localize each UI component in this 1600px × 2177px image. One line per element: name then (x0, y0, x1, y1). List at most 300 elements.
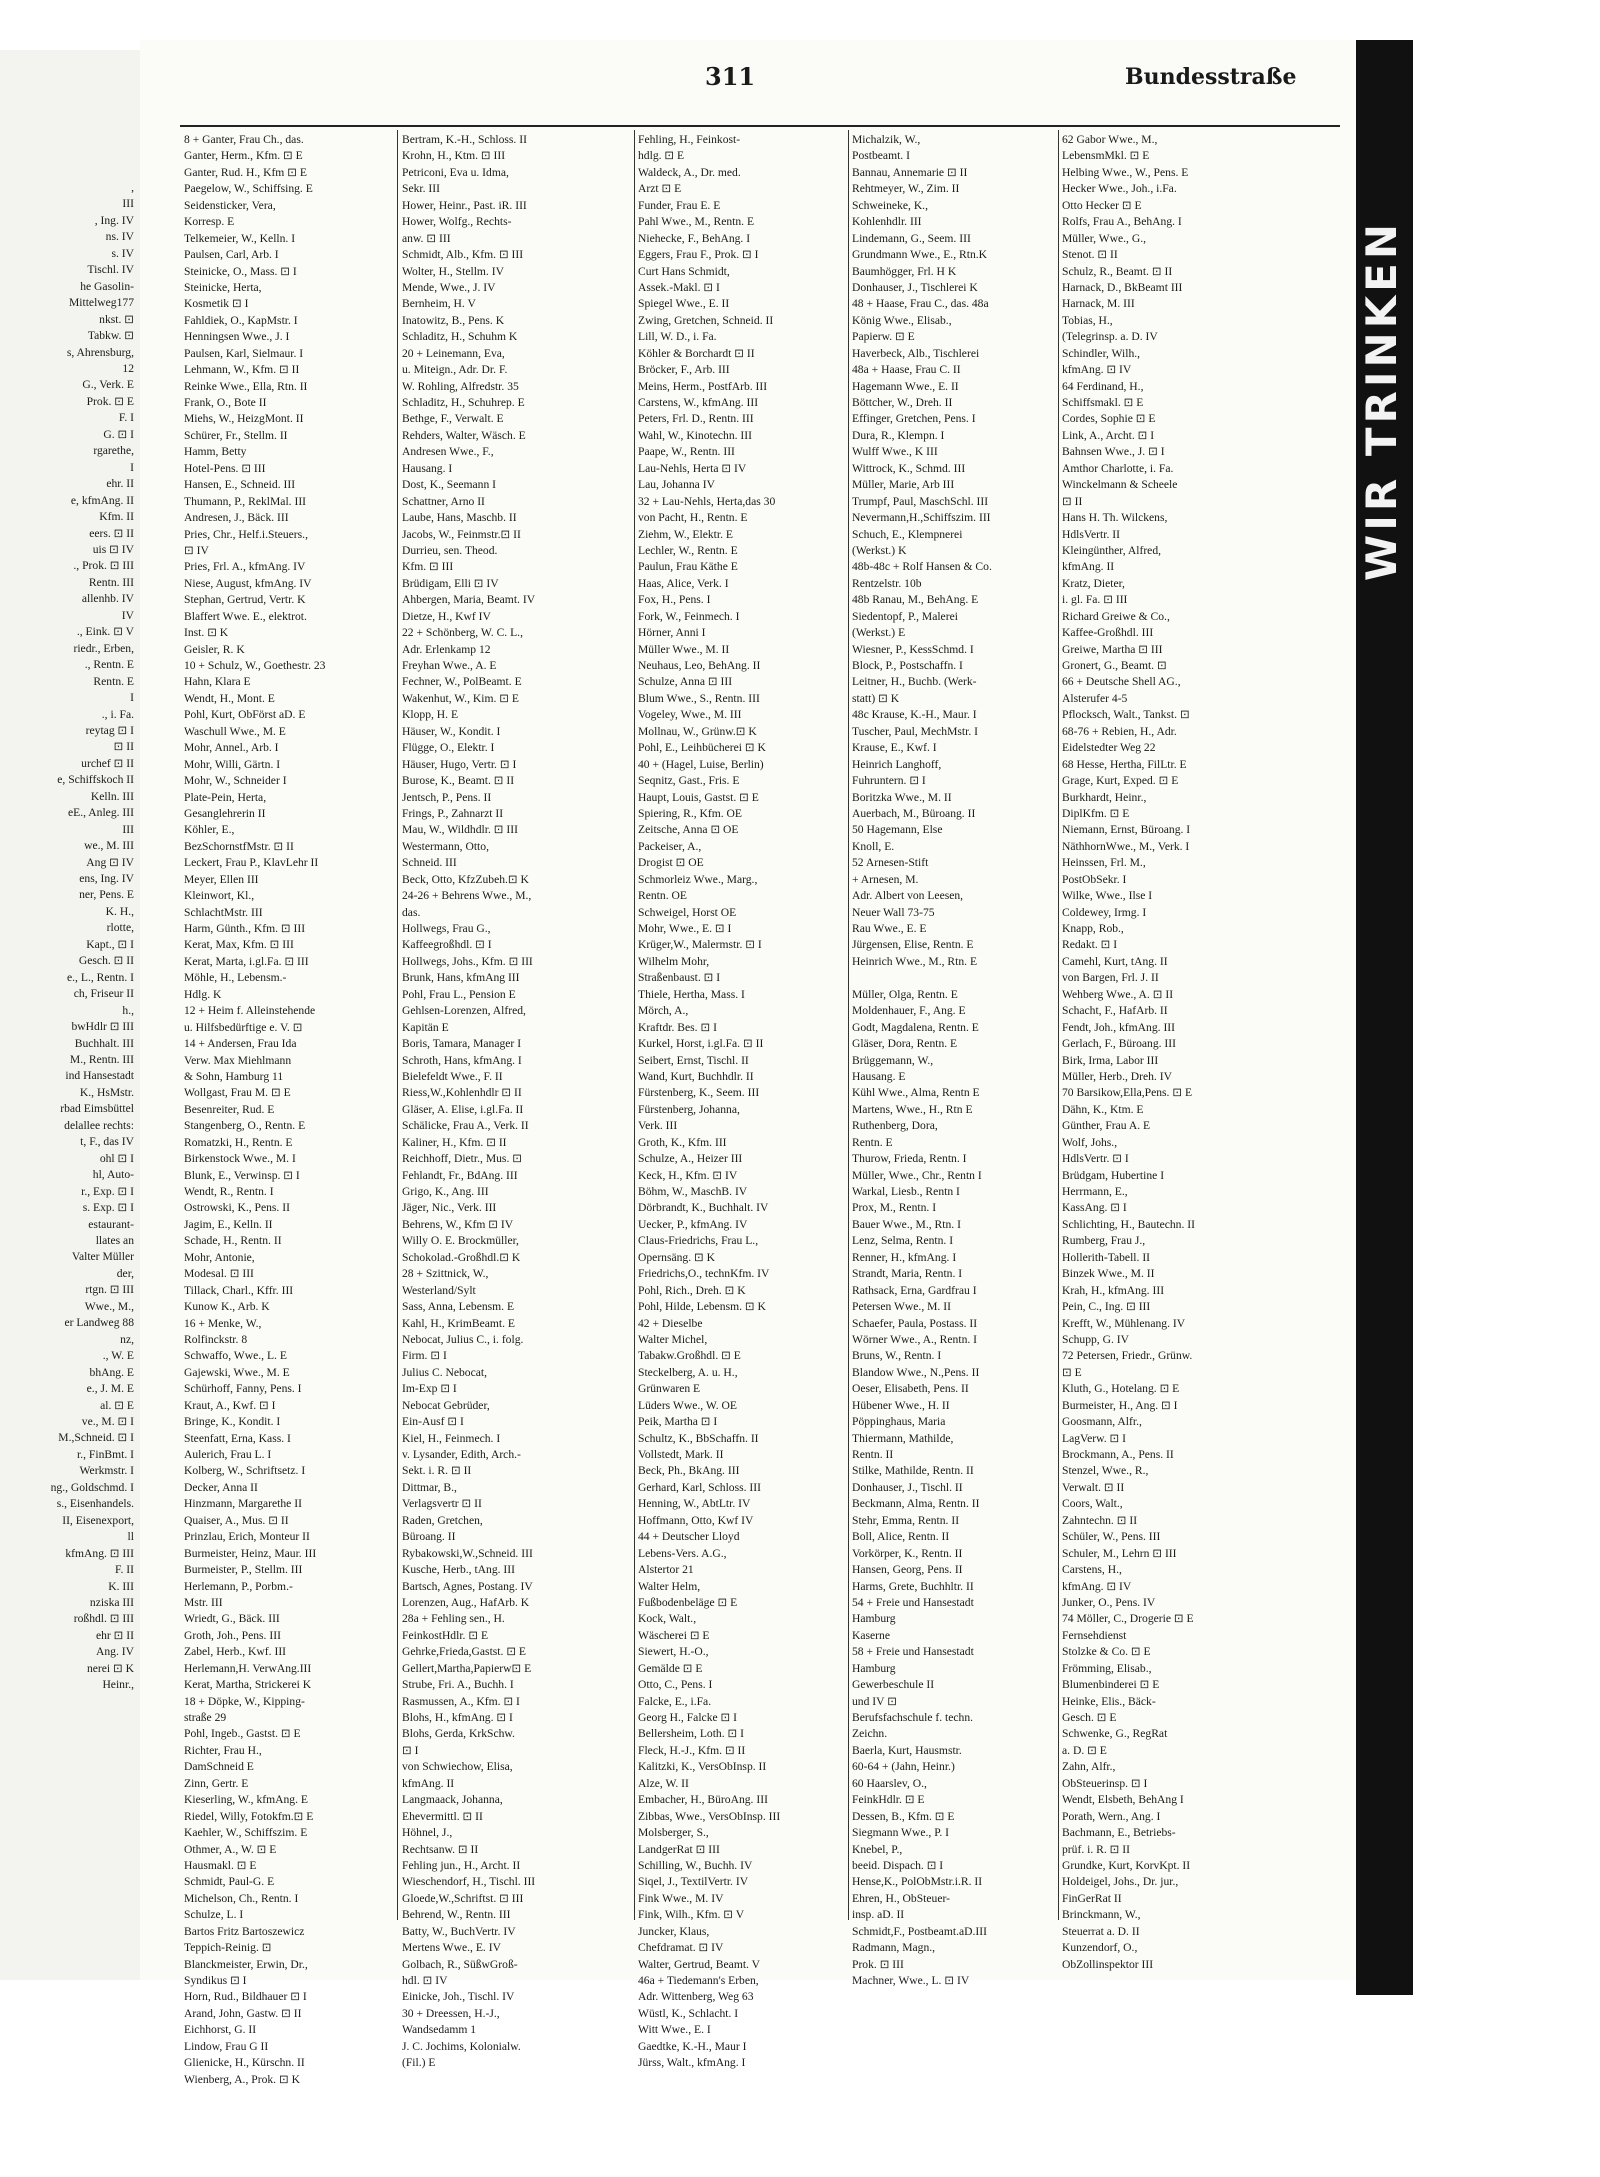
directory-entry-line: Wand, Kurt, Buchhdlr. II (638, 1069, 754, 1083)
directory-entry-line: Prinzlau, Erich, Monteur II (184, 1530, 310, 1544)
directory-entry-line: Wolter, H., Stellm. IV (402, 264, 504, 278)
facing-page-line: nz, (120, 1332, 134, 1346)
directory-entry-line: Uecker, P., kfmAng. IV (638, 1217, 748, 1231)
directory-entry-line: Juncker, Klaus, (638, 1924, 710, 1938)
directory-entry-line: Häuser, W., Kondit. I (402, 724, 501, 738)
directory-entry-line: Meyer, Ellen III (184, 872, 259, 886)
facing-page-line: e, Schiffskoch II (57, 773, 134, 787)
column-divider (848, 130, 849, 1920)
directory-entry-line: Pöppinghaus, Maria (852, 1415, 946, 1429)
directory-entry-line: Adr. Wittenberg, Weg 63 (638, 1990, 754, 2004)
directory-entry-line: 14 + Andersen, Frau Ida (184, 1037, 297, 1051)
directory-entry-line: Romatzki, H., Rentn. E (184, 1135, 293, 1149)
facing-page-line: Rentn. E (93, 674, 134, 688)
directory-entry-line: 68 Hesse, Hertha, FilLtr. E (1062, 757, 1187, 771)
directory-entry-line: Jäger, Nic., Verk. III (402, 1201, 497, 1215)
directory-entry-line: ⊡ IV (184, 543, 209, 557)
directory-entry-line: Grigo, K., Ang. III (402, 1185, 489, 1198)
facing-page-line: F. I (118, 411, 134, 425)
directory-entry-line: Kusche, Herb., tAng. III (402, 1563, 516, 1577)
facing-page-line: we., M. III (84, 839, 134, 853)
directory-entry-line: Stehr, Emma, Rentn. II (852, 1513, 960, 1527)
directory-entry-line: Strube, Fri. A., Buchh. I (402, 1678, 514, 1692)
directory-entry-line: 64 Ferdinand, H., (1062, 379, 1144, 393)
column-4 (852, 132, 1052, 1989)
directory-entry-line: Kleingünther, Alfred, (1062, 543, 1162, 557)
directory-entry-line: Fehlandt, Fr., BdAng. III (402, 1168, 518, 1182)
directory-entry-line: Schwaffo, Wwe., L. E (184, 1349, 287, 1363)
directory-entry-line: Schacht, F., HafArb. II (1062, 1004, 1168, 1018)
directory-entry-line: Pohl, Hilde, Lebensm. ⊡ K (638, 1300, 766, 1314)
directory-entry-line: Hecker Wwe., Joh., i.Fa. (1062, 182, 1177, 196)
directory-entry-line (852, 970, 1052, 986)
directory-entry-line: SchlachtMstr. III (184, 905, 263, 919)
directory-entry-line: Michalzik, W., (852, 133, 921, 146)
directory-entry-line: Julius C. Nebocat, (402, 1365, 488, 1379)
directory-entry-line: Inst. ⊡ K (184, 626, 229, 640)
directory-entry-line: Stilke, Mathilde, Rentn. II (852, 1464, 974, 1478)
directory-entry-line: 24-26 + Behrens Wwe., M., (402, 889, 532, 903)
directory-entry-line: Blaffert Wwe. E., elektrot. (184, 609, 307, 623)
directory-entry-line: Rehders, Walter, Wäsch. E (402, 428, 526, 442)
directory-entry-line: Böttcher, W., Dreh. II (852, 396, 953, 409)
directory-entry-line: Brüggemann, W., (852, 1053, 934, 1067)
directory-entry-line: Rau Wwe., E. E (852, 922, 927, 935)
directory-entry-line: Kraftdr. Bes. ⊡ I (638, 1020, 717, 1034)
directory-entry-line: NäthhornWwe., M., Verk. I (1062, 839, 1190, 853)
directory-entry-line: Funder, Frau E. E (638, 198, 721, 212)
directory-entry-line: Dessen, B., Kfm. ⊡ E (852, 1809, 955, 1823)
directory-entry-line: Kfm. ⊡ III (402, 560, 454, 574)
directory-entry-line: Harm, Günth., Kfm. ⊡ III (184, 922, 306, 935)
directory-entry-line: Sekt. i. R. ⊡ II (402, 1464, 472, 1478)
directory-entry-line: Steinicke, Herta, (184, 280, 262, 294)
directory-entry-line: Brüdigam, Elli ⊡ IV (402, 576, 499, 590)
directory-entry-line: ObSteuerinsp. ⊡ I (1062, 1776, 1148, 1790)
directory-entry-line: Ein-Ausf ⊡ I (402, 1415, 464, 1429)
directory-entry-line: Blohs, Gerda, KrkSchw. (402, 1727, 515, 1741)
directory-entry-line: (Werkst.) E (852, 626, 906, 640)
facing-page-line: ch, Friseur II (73, 987, 134, 1001)
directory-entry-line: anw. ⊡ III (402, 231, 451, 245)
directory-entry-line: Kerat, Marta, i.gl.Fa. ⊡ III (184, 954, 309, 968)
column-3 (638, 132, 838, 2072)
facing-page-line: Buchhalt. III (74, 1036, 134, 1050)
directory-entry-line: FinGerRat II (1062, 1891, 1122, 1905)
directory-entry-line: Decker, Anna II (184, 1480, 258, 1494)
directory-entry-line: Schulze, A., Heizer III (638, 1152, 743, 1166)
directory-entry-line: Hansen, E., Schneid. III (184, 478, 296, 492)
header-rule (180, 125, 1340, 127)
directory-entry-line: Walter Michel, (638, 1332, 708, 1346)
facing-page-line: F. II (114, 1563, 134, 1577)
facing-page-line: Wwe., M., (84, 1299, 134, 1313)
directory-entry-line: Tabakw.Großhdl. ⊡ E (638, 1349, 741, 1363)
directory-entry-line: Niemann, Ernst, Büroang. I (1062, 823, 1191, 837)
directory-entry-line: Frömming, Elisab., (1062, 1661, 1152, 1675)
directory-entry-line: Bringe, K., Kondit. I (184, 1415, 281, 1429)
facing-page-line: e., J. M. E (86, 1382, 134, 1396)
directory-entry-line: Lehmann, W., Kfm. ⊡ II (184, 363, 300, 377)
directory-entry-line: Ruthenberg, Dora, (852, 1119, 938, 1133)
directory-entry-line: Schürhoff, Fanny, Pens. I (184, 1382, 302, 1396)
facing-page-line: ner, Pens. E (79, 888, 134, 902)
directory-entry-line: Zahn, Alfr., (1062, 1760, 1116, 1774)
facing-page-line: Ang. IV (96, 1645, 134, 1659)
column-1 (184, 132, 384, 2088)
directory-entry-line: kfmAng. II (402, 1776, 455, 1790)
directory-entry-line: Seibert, Ernst, Tischl. II (638, 1053, 749, 1067)
facing-page-line: ns. IV (105, 230, 134, 244)
directory-entry-line: Seqnitz, Gast., Fris. E (638, 774, 740, 788)
directory-entry-line: Baumhögger, Frl. H K (852, 264, 957, 278)
facing-page-line: ⊡ II (113, 740, 134, 754)
directory-entry-line: Korresp. E (184, 215, 235, 229)
directory-entry-line: KassAng. ⊡ I (1062, 1201, 1127, 1215)
facing-page-line: Ang ⊡ IV (86, 855, 134, 869)
directory-entry-line: Groth, Joh., Pens. III (184, 1628, 281, 1642)
facing-page-line: rgarethe, (93, 444, 134, 458)
directory-entry-line: Eggers, Frau F., Prok. ⊡ I (638, 248, 759, 262)
directory-entry-line: Waschull Wwe., M. E (184, 724, 286, 738)
directory-entry-line: Schmorleiz Wwe., Marg., (638, 872, 758, 886)
directory-entry-line: Packeiser, A., (638, 839, 702, 853)
directory-entry-line: Reinke Wwe., Ella, Rtn. II (184, 379, 308, 393)
directory-entry-line: Steuerrat a. D. II (1062, 1924, 1140, 1938)
directory-entry-line: Holdeigel, Johs., Dr. jur., (1062, 1875, 1179, 1889)
directory-entry-line: Drogist ⊡ OE (638, 856, 704, 870)
directory-entry-line: Niehecke, F., BehAng. I (638, 231, 751, 245)
directory-entry-line: Adr. Albert von Leesen, (852, 889, 964, 903)
directory-entry-line: Burmeister, P., Stellm. III (184, 1563, 303, 1577)
facing-page-line: der, (116, 1266, 134, 1280)
directory-entry-line: Hamburg (852, 1612, 896, 1626)
directory-entry-line: Lenz, Selma, Rentn. I (852, 1234, 954, 1248)
facing-page-line: Kelln. III (90, 789, 134, 803)
directory-entry-line: Hower, Wolfg., Rechts- (402, 215, 512, 229)
directory-entry-line: Straßenbaust. ⊡ I (638, 971, 721, 985)
directory-entry-line: Block, P., Postschaffn. I (852, 659, 963, 672)
directory-entry-line: Steckelberg, A. u. H., (638, 1365, 738, 1379)
directory-entry-line: PostObSekr. I (1062, 872, 1127, 886)
directory-entry-line: Schweigel, Horst OE (638, 905, 737, 919)
directory-entry-line: HdlsVertr. ⊡ I (1062, 1152, 1129, 1166)
directory-entry-line: Jacobs, W., Feinmstr.⊡ II (402, 527, 521, 541)
directory-entry-line: Miehs, W., HeizgMont. II (184, 412, 304, 426)
directory-entry-line: Friedrichs,O., technKfm. IV (638, 1267, 770, 1281)
facing-page-line: III (122, 197, 134, 211)
directory-entry-line: Kurkel, Horst, i.gl.Fa. ⊡ II (638, 1037, 764, 1051)
directory-entry-line: Fürstenberg, Johanna, (638, 1102, 740, 1116)
directory-entry-line: Hamburg (852, 1661, 896, 1675)
facing-page-line: riedr., Erben, (73, 641, 134, 655)
directory-entry-line: Neuhaus, Leo, BehAng. II (638, 659, 761, 672)
directory-entry-line: von Pacht, H., Rentn. E (638, 511, 748, 525)
directory-entry-line: Gesch. ⊡ E (1062, 1711, 1117, 1724)
directory-entry-line: Wakenhut, W., Kim. ⊡ E (402, 691, 519, 705)
facing-page-line: nkst. ⊡ (99, 312, 134, 326)
directory-entry-line: Langmaack, Johanna, (402, 1793, 503, 1807)
directory-entry-line: Schmidt,F., Postbeamt.aD.III (852, 1924, 987, 1938)
directory-entry-line: Dittmar, B., (402, 1480, 457, 1494)
directory-entry-line: Fechner, W., PolBeamt. E (402, 675, 522, 689)
facing-page-line: he Gasolin- (80, 279, 134, 293)
directory-entry-line: Brunk, Hans, kfmAng III (402, 971, 520, 985)
directory-entry-line: Höhnel, J., (402, 1826, 453, 1840)
directory-entry-line: Kunzendorf, O., (1062, 1941, 1138, 1955)
directory-entry-line: Laube, Hans, Maschb. II (402, 511, 517, 525)
facing-page-line: ., Eink. ⊡ V (76, 625, 134, 639)
directory-entry-line: Gehrke,Frieda,Gastst. ⊡ E (402, 1645, 527, 1659)
directory-entry-line: Zahntechn. ⊡ II (1062, 1513, 1138, 1527)
directory-entry-line: 46a + Tiedemann's Erben, (638, 1974, 759, 1987)
directory-entry-line: Opernsäng. ⊡ K (638, 1250, 716, 1264)
directory-entry-line: Hansen, Georg, Pens. II (852, 1563, 963, 1577)
directory-entry-line: LebensmMkl. ⊡ E (1062, 149, 1150, 163)
directory-entry-line: 22 + Schönberg, W. C. L., (402, 626, 523, 640)
directory-entry-line: Heinssen, Frl. M., (1062, 856, 1146, 870)
directory-entry-line: Pohl, Ingeb., Gastst. ⊡ E (184, 1727, 301, 1741)
directory-entry-line: Coors, Walt., (1062, 1497, 1123, 1511)
directory-entry-line: Wendt, H., Mont. E (184, 691, 275, 705)
directory-entry-line: Riedel, Willy, Fotokfm.⊡ E (184, 1809, 314, 1823)
directory-entry-line: Alsterufer 4-5 (1062, 691, 1128, 705)
directory-entry-line: von Schwiechow, Elisa, (402, 1760, 513, 1774)
directory-entry-line: 32 + Lau-Nehls, Herta,das 30 (638, 494, 776, 508)
directory-entry-line: Petriconi, Eva u. Idma, (402, 165, 509, 179)
directory-entry-line: Mohr, Willi, Gärtn. I (184, 757, 281, 771)
directory-entry-line: Othmer, A., W. ⊡ E (184, 1842, 277, 1856)
directory-entry-line: König Wwe., Elisab., (852, 313, 952, 327)
directory-entry-line: Gajewski, Wwe., M. E (184, 1365, 290, 1379)
directory-entry-line: Schulze, L. I (184, 1908, 244, 1922)
directory-entry-line: Wüstl, K., Schlacht. I (638, 2006, 739, 2020)
directory-entry-line: Hense,K., PolObMstr.i.R. II (852, 1875, 983, 1889)
directory-entry-line: FeinkHdlr. ⊡ E (852, 1793, 925, 1807)
directory-entry-line: 62 Gabor Wwe., M., (1062, 133, 1158, 146)
directory-entry-line: 8 + Ganter, Frau Ch., das. (184, 133, 304, 146)
directory-entry-line: Kerat, Max, Kfm. ⊡ III (184, 938, 294, 952)
facing-page-line: Tischl. IV (87, 263, 134, 277)
directory-entry-line: Kapitän E (402, 1020, 449, 1034)
directory-entry-line: Boritzka Wwe., M. II (852, 790, 952, 804)
directory-entry-line: 60-64 + (Jahn, Heinr.) (852, 1760, 955, 1774)
directory-entry-line: Zinn, Gertr. E (184, 1776, 249, 1790)
directory-entry-line: straße 29 (184, 1711, 227, 1724)
facing-page-line: rtgn. ⊡ III (85, 1283, 134, 1297)
facing-page-line: K. H., (105, 904, 134, 918)
facing-page-line: nerei ⊡ K (86, 1661, 134, 1675)
directory-entry-line: Paegelow, W., Schiffsing. E (184, 182, 313, 196)
directory-entry-line: Fuhruntern. ⊡ I (852, 774, 926, 788)
directory-entry-line: Rentn. E (852, 1135, 893, 1149)
directory-entry-line: Stenzel, Wwe., R., (1062, 1464, 1149, 1478)
directory-entry-line: FeinkostHdlr. ⊡ E (402, 1628, 489, 1642)
directory-entry-line: Verk. III (638, 1119, 678, 1133)
directory-entry-line: i. gl. Fa. ⊡ III (1062, 593, 1128, 607)
directory-entry-line: Bethge, F., Verwalt. E (402, 412, 504, 426)
facing-page-line: K., HsMstr. (79, 1085, 134, 1099)
directory-entry-line: Krüger,W., Malermstr. ⊡ I (638, 938, 762, 952)
directory-entry-line: Zeichn. (852, 1727, 888, 1741)
directory-entry-line: Camehl, Kurt, tAng. II (1062, 954, 1168, 968)
directory-entry-line: Richter, Frau H., (184, 1743, 262, 1757)
directory-entry-line: Baerla, Kurt, Hausmstr. (852, 1743, 962, 1757)
directory-entry-line: Mollnau, W., Grünw.⊡ K (638, 724, 757, 738)
directory-entry-line: Siqel, J., TextilVertr. IV (638, 1875, 749, 1889)
directory-entry-line: Kaffeegroßhdl. ⊡ I (402, 938, 492, 952)
directory-entry-line: Thiele, Hertha, Mass. I (638, 987, 745, 1001)
directory-entry-line: Hans H. Th. Wilckens, (1062, 511, 1168, 525)
directory-entry-line: Haupt, Louis, Gastst. ⊡ E (638, 790, 759, 804)
facing-page-line: ., i. Fa. (101, 707, 134, 721)
directory-entry-line: Zeitsche, Anna ⊡ OE (638, 823, 739, 837)
directory-entry-line: Beck, Ph., BkAng. III (638, 1464, 740, 1478)
directory-entry-line: (Werkst.) K (852, 543, 907, 557)
directory-entry-line: Schindler, Wilh., (1062, 346, 1141, 360)
directory-entry-line: Hahn, Klara E (184, 675, 251, 689)
directory-entry-line: Kolberg, W., Schriftsetz. I (184, 1464, 306, 1478)
directory-entry-line: 54 + Freie und Hansestadt (852, 1595, 974, 1609)
directory-entry-line: Paulsen, Karl, Sielmaur. I (184, 346, 304, 360)
directory-entry-line: Nebocat Gebrüder, (402, 1398, 490, 1412)
directory-entry-line: kfmAng. ⊡ IV (1062, 1579, 1132, 1593)
directory-entry-line: Birk, Irma, Labor III (1062, 1053, 1159, 1067)
directory-entry-line: Rybakowski,W.,Schneid. III (402, 1546, 533, 1560)
directory-entry-line: Kerat, Martha, Strickerei K (184, 1678, 312, 1692)
directory-entry-line: Zwing, Gretchen, Schneid. II (638, 313, 774, 327)
directory-entry-line: Telkemeier, W., Kelln. I (184, 231, 296, 245)
facing-page-line: uis ⊡ IV (92, 542, 134, 556)
directory-entry-line: Jürgensen, Elise, Rentn. E (852, 938, 974, 952)
directory-entry-line: Ganter, Herm., Kfm. ⊡ E (184, 149, 303, 163)
directory-entry-line: Aulerich, Frau L. I (184, 1448, 272, 1461)
directory-entry-line: Vollstedt, Mark. II (638, 1448, 724, 1461)
directory-entry-line: LandgerRat ⊡ III (638, 1842, 720, 1856)
directory-entry-line: Haas, Alice, Verk. I (638, 576, 729, 590)
directory-entry-line: Lau, Johanna IV (638, 478, 715, 492)
directory-entry-line: Zibbas, Wwe., VersObInsp. III (638, 1809, 781, 1823)
facing-page-line: , (131, 181, 134, 194)
page-number: 311 (705, 62, 756, 91)
facing-page-line: hl, Auto- (92, 1168, 134, 1182)
directory-entry-line: hdlg. ⊡ E (638, 149, 685, 163)
facing-page-line: Kfm. II (99, 510, 134, 524)
directory-entry-line: Tuscher, Paul, MechMstr. I (852, 724, 978, 738)
directory-entry-line: Spiegel Wwe., E. II (638, 297, 730, 311)
directory-entry-line: Blumenbinderei ⊡ E (1062, 1678, 1160, 1692)
directory-entry-line: Oeser, Elisabeth, Pens. II (852, 1382, 969, 1396)
directory-entry-line: Rumberg, Frau J., (1062, 1234, 1146, 1248)
directory-entry-line: 30 + Dreessen, H.-J., (402, 2006, 500, 2020)
directory-entry-line: + Arnesen, M. (852, 872, 919, 886)
directory-entry-line: Müller Wwe., M. II (638, 642, 730, 656)
directory-entry-line: Schupp, G. IV (1062, 1332, 1129, 1346)
directory-entry-line: von Bargen, Frl. J. II (1062, 971, 1159, 985)
directory-entry-line: Wendt, Elsbeth, BehAng I (1062, 1793, 1184, 1807)
directory-entry-line: Kiel, H., Feinmech. I (402, 1431, 501, 1445)
directory-entry-line: Georg H., Falcke ⊡ I (638, 1711, 738, 1724)
directory-entry-line: Westerland/Sylt (402, 1283, 476, 1297)
directory-entry-line: Wahl, W., Kinotechn. III (638, 428, 753, 442)
directory-entry-line: Leitner, H., Buchb. (Werk- (852, 675, 977, 689)
directory-entry-line: Siegmann Wwe., P. I (852, 1826, 950, 1840)
directory-entry-line: Wiesner, P., KessSchmd. I (852, 642, 974, 656)
directory-entry-line: Kaffee-Großhdl. III (1062, 626, 1154, 640)
facing-page-line: I (130, 460, 134, 474)
facing-page-line: s. Exp. ⊡ I (82, 1201, 134, 1215)
directory-entry-line: Burkhardt, Heinr., (1062, 790, 1147, 804)
directory-entry-line: Lindow, Frau G II (184, 2039, 269, 2053)
directory-entry-line: Thiermann, Mathilde, (852, 1431, 954, 1445)
directory-entry-line: Kühl Wwe., Alma, Rentn E (852, 1086, 980, 1100)
directory-entry-line: Pohl, Rich., Dreh. ⊡ K (638, 1283, 746, 1297)
facing-page-line: e, kfmAng. II (70, 493, 134, 507)
facing-page-line: bhAng. E (89, 1365, 134, 1379)
facing-page-line: ind Hansestadt (65, 1069, 134, 1083)
directory-entry-line: (Fil.) E (402, 2056, 436, 2070)
directory-entry-line: Rolfinckstr. 8 (184, 1332, 248, 1346)
directory-entry-line: Paulsen, Carl, Arb. I (184, 248, 279, 262)
directory-entry-line: Nevermann,H.,Schiffszim. III (852, 511, 991, 525)
directory-entry-line: Blanckmeister, Erwin, Dr., (184, 1957, 308, 1971)
facing-page-line: M., Rentn. III (69, 1053, 134, 1067)
directory-entry-line: Bannau, Annemarie ⊡ II (852, 165, 968, 179)
directory-entry-line: kfmAng. II (1062, 560, 1115, 574)
directory-entry-line: Knoll, E. (852, 839, 895, 853)
directory-entry-line: Müller, Wwe., Chr., Rentn I (852, 1168, 982, 1182)
directory-entry-line: Rentn. II (852, 1448, 894, 1461)
directory-entry-line: Winckelmann & Scheele (1062, 478, 1178, 492)
facing-page-line: Prok. ⊡ E (86, 394, 134, 408)
column-divider (634, 130, 635, 1920)
facing-page-edge (0, 50, 143, 1980)
directory-entry-line: 48b Ranau, M., BehAng. E (852, 593, 979, 607)
directory-entry-line: Schladitz, H., Schuhm K (402, 330, 518, 344)
directory-entry-line: Rehtmeyer, W., Zim. II (852, 182, 960, 196)
running-head: Bundesstraße (1125, 64, 1297, 90)
directory-entry-line: Groth, K., Kfm. III (638, 1135, 727, 1149)
directory-entry-line: Martens, Wwe., H., Rtn E (852, 1102, 973, 1116)
facing-page-line: G., Verk. E (82, 378, 134, 392)
facing-page-line: K. III (108, 1579, 134, 1593)
facing-page-line: s. IV (111, 246, 134, 260)
directory-entry-line: Bellersheim, Loth. ⊡ I (638, 1727, 744, 1741)
directory-entry-line: Tillack, Charl., Kffr. III (184, 1283, 294, 1297)
facing-page-line: bwHdlr ⊡ III (71, 1020, 134, 1034)
directory-entry-line: Redakt. ⊡ I (1062, 938, 1118, 952)
directory-entry-line: Behrens, W., Kfm ⊡ IV (402, 1217, 514, 1231)
directory-entry-line: Riess,W.,Kohlenhdlr ⊡ II (402, 1086, 522, 1100)
directory-entry-line: Behrend, W., Rentn. III (402, 1908, 511, 1922)
directory-entry-line: 40 + (Hagel, Luise, Berlin) (638, 757, 764, 771)
directory-entry-line: Hausang. E (852, 1069, 906, 1083)
directory-entry-line: 60 Haarslev, O., (852, 1776, 927, 1790)
directory-entry-line: Junker, O., Pens. IV (1062, 1595, 1156, 1609)
directory-entry-line: Spiering, R., Kfm. OE (638, 806, 743, 820)
directory-entry-line: 52 Arnesen-Stift (852, 856, 929, 870)
directory-entry-line: 72 Petersen, Friedr., Grünw. (1062, 1349, 1193, 1363)
directory-entry-line: Harnack, M. III (1062, 297, 1135, 311)
directory-entry-line: Kleinwort, Kl., (184, 889, 255, 903)
directory-entry-line: Auerbach, M., Büroang. II (852, 806, 976, 820)
directory-entry-line: Schweineke, K., (852, 198, 928, 212)
directory-entry-line: Möhle, H., Lebensm.- (184, 971, 287, 985)
facing-page-line: eers. ⊡ II (89, 526, 134, 540)
directory-entry-line: Bertram, K.-H., Schloss. II (402, 133, 527, 146)
directory-entry-line: Heinke, Elis., Bäck- (1062, 1694, 1156, 1708)
directory-entry-line: Wittrock, K., Schmd. III (852, 461, 966, 475)
